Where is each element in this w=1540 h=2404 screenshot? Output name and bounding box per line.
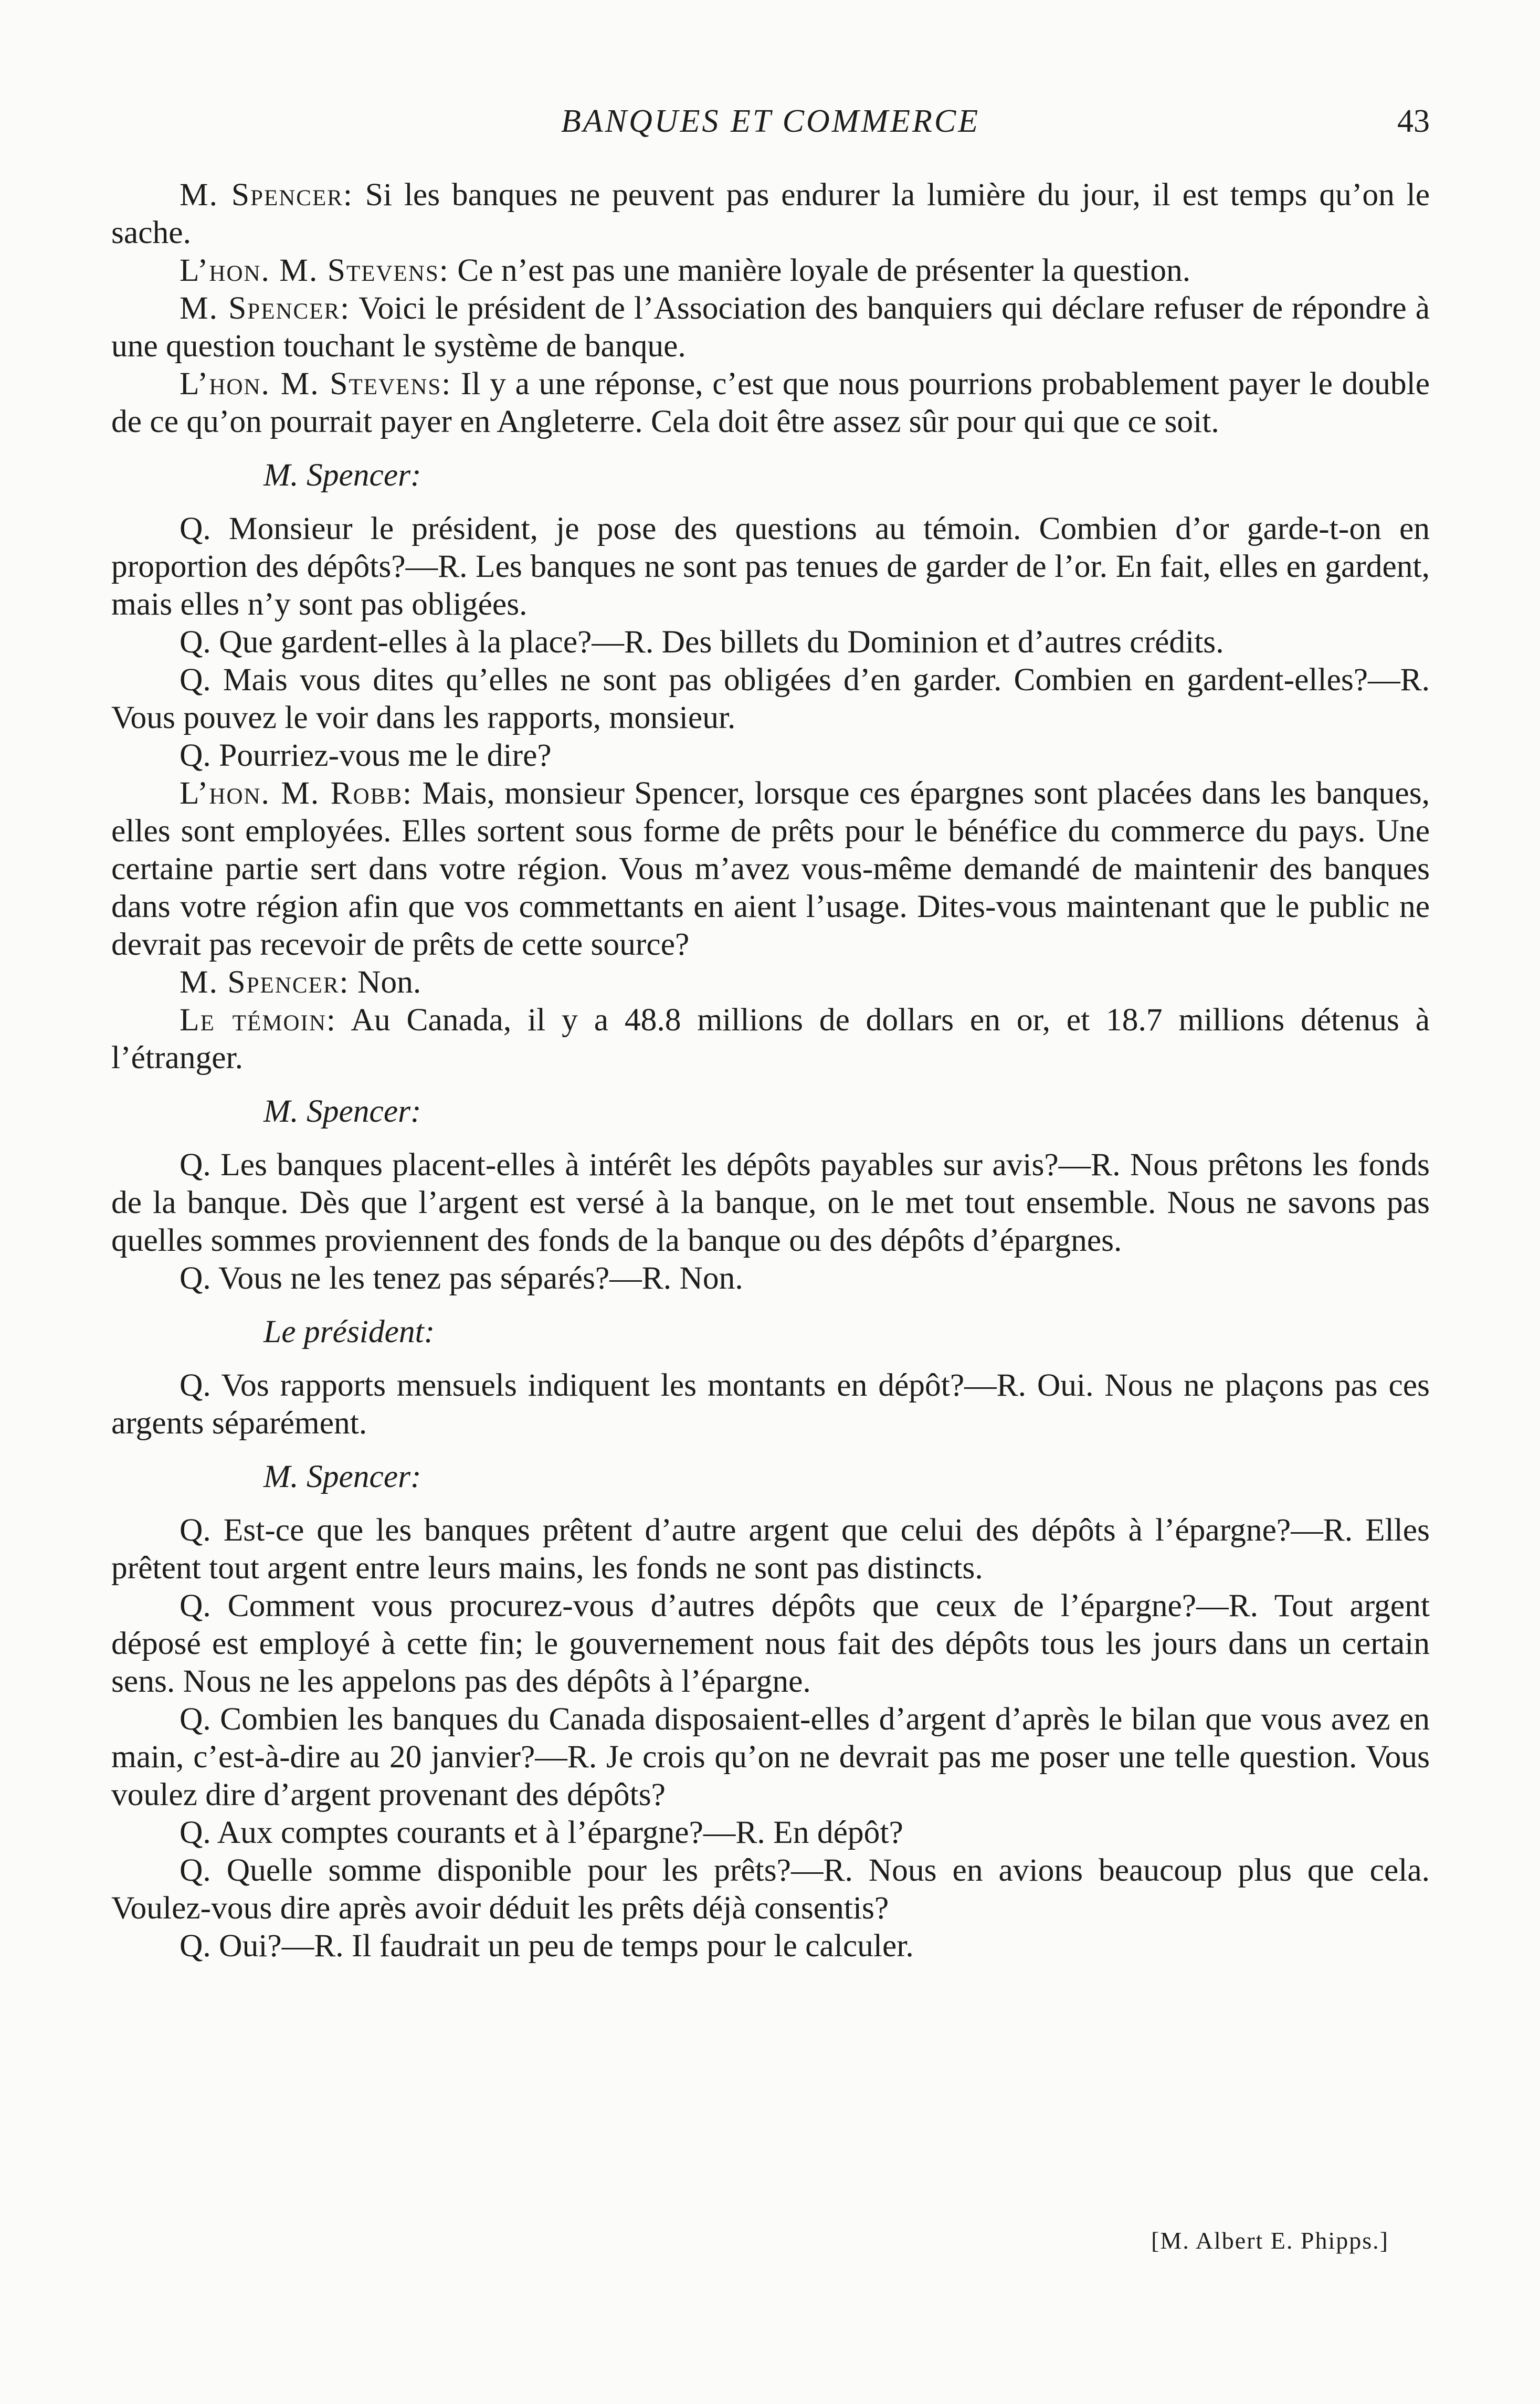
paragraph-text: Non. — [349, 964, 421, 1000]
section-heading: Le président: — [263, 1314, 435, 1349]
paragraph-text: Ce n’est pas une manière loyale de présenter la question. — [449, 252, 1191, 288]
section-heading: M. Spencer: — [263, 1093, 421, 1129]
paragraph: Q. Vos rapports mensuels indiquent les montants en dépôt?—R. Oui. Nous ne plaçons pas ces argents séparément. — [111, 1367, 1430, 1441]
section-heading: M. Spencer: — [263, 1459, 421, 1494]
paragraph: Q. Aux comptes courants et à l’épargne?—R. En dépôt? — [180, 1815, 903, 1850]
paragraph-text: Si les banques ne peuvent pas endurer la lumière du jour, il est temps qu’on le sache. — [111, 177, 1430, 250]
paragraph: Q. Oui?—R. Il faudrait un peu de temps pour le calculer. — [180, 1928, 914, 1964]
section-heading: M. Spencer: — [263, 457, 421, 493]
paragraph — [111, 963, 1430, 1001]
speaker: L’hon. M. Robb: — [180, 775, 413, 811]
paragraph: Q. Combien les banques du Canada disposaient-elles d’argent d’après le bilan que vous avez en main, c’est-à-dire au 20 janvier?—R. Je crois qu’on ne devrait pas me poser une telle question. Vous voulez dire d’argent provenant des dépôts? — [111, 1701, 1430, 1812]
page-header — [111, 98, 1430, 145]
paragraph: Q. Est-ce que les banques prêtent d’autre argent que celui des dépôts à l’épargne?—R. Elles prêtent tout argent entre leurs mains, les fonds ne sont pas distincts. — [111, 1512, 1430, 1586]
paragraph — [111, 774, 1430, 963]
speaker: L’hon. M. Stevens: — [180, 366, 452, 402]
paragraph: Q. Quelle somme disponible pour les prêts?—R. Nous en avions beaucoup plus que cela. Voulez-vous dire après avoir déduit les prêts déjà consentis? — [111, 1852, 1430, 1926]
paragraph-text: Mais, monsieur Spencer, lorsque ces épargnes sont placées dans les banques, elles sont employées. Elles sortent sous forme de prêts pour le bénéfice du commerce du pays. Une certaine partie sert dans votre région. Vous m’avez vous-même demandé de maintenir des banques dans votre région afin que vos commettants en aient l’usage. Dites-vous maintenant que le public ne devrait pas recevoir de prêts de cette source? — [111, 775, 1430, 962]
paragraph — [111, 1001, 1430, 1077]
paragraph: Q. Comment vous procurez-vous d’autres dépôts que ceux de l’épargne?—R. Tout argent déposé est employé à cette fin; le gouvernement nous fait des dépôts tous les jours dans un certain sens. Nous ne les appelons pas des dépôts à l’épargne. — [111, 1588, 1430, 1699]
paragraph: Q. Pourriez-vous me le dire? — [180, 737, 552, 773]
paragraph — [111, 251, 1430, 289]
speaker: Le témoin: — [180, 1002, 336, 1038]
paragraph — [111, 289, 1430, 365]
paragraph-text: Voici le président de l’Association des banquiers qui déclare refuser de répondre à une question touchant le système de banque. — [111, 290, 1430, 364]
paragraph — [111, 365, 1430, 440]
speaker: M. Spencer: — [180, 177, 353, 213]
paragraph: Q. Mais vous dites qu’elles ne sont pas obligées d’en garder. Combien en gardent-elles?—R. Vous pouvez le voir dans les rapports, monsieur. — [111, 662, 1430, 735]
paragraph-text: Il y a une réponse, c’est que nous pourrions probablement payer le double de ce qu’on pourrait payer en Angleterre. Cela doit être assez sûr pour qui que ce soit. — [111, 366, 1430, 439]
paragraph — [111, 176, 1430, 251]
paragraph-text: Au Canada, il y a 48.8 millions de dollars en or, et 18.7 millions détenus à l’étranger. — [111, 1002, 1430, 1076]
running-title: BANQUES ET COMMERCE — [561, 103, 980, 139]
footer-attribution: [M. Albert E. Phipps.] — [1151, 2227, 1389, 2254]
speaker: M. Spencer: — [180, 964, 350, 1000]
speaker: M. Spencer: — [180, 290, 351, 326]
page-number: 43 — [1397, 103, 1430, 139]
paragraph: Q. Monsieur le président, je pose des questions au témoin. Combien d’or garde-t-on en proportion des dépôts?—R. Les banques ne sont pas tenues de garder de l’or. En fait, elles en gardent, mais elles n’y sont pas obligées. — [111, 511, 1430, 622]
paragraph: Q. Vous ne les tenez pas séparés?—R. Non. — [180, 1260, 743, 1296]
body-text — [111, 176, 1430, 1965]
speaker: L’hon. M. Stevens: — [180, 252, 449, 288]
paragraph: Q. Que gardent-elles à la place?—R. Des billets du Dominion et d’autres crédits. — [180, 624, 1224, 660]
paragraph: Q. Les banques placent-elles à intérêt les dépôts payables sur avis?—R. Nous prêtons les fonds de la banque. Dès que l’argent est versé à la banque, on le met tout ensemble. Nous ne savons pas quelles sommes proviennent des fonds de la banque ou des dépôts d’épargnes. — [111, 1147, 1430, 1258]
